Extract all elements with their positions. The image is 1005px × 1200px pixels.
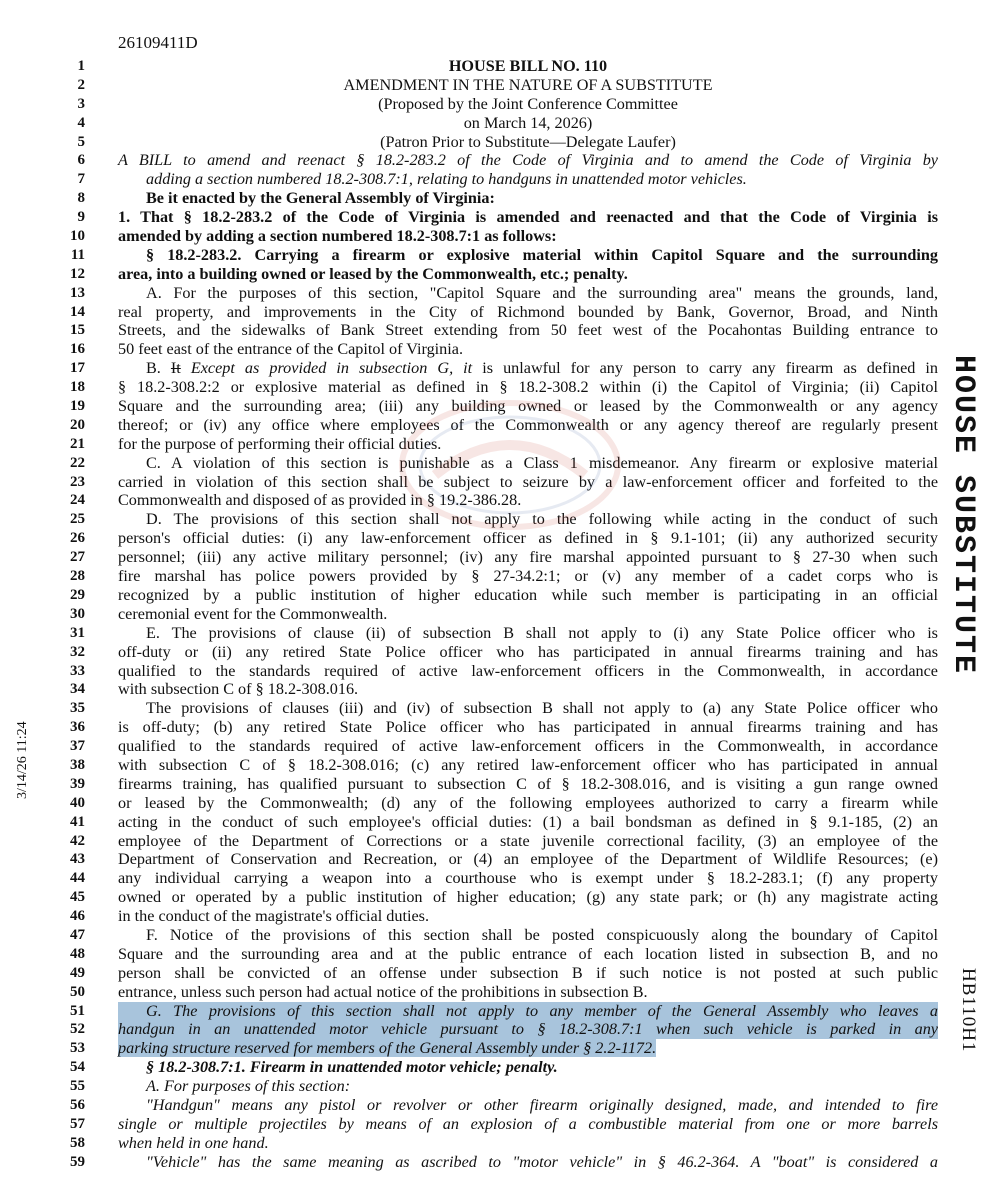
bill-line — [55, 340, 940, 359]
line-text — [118, 491, 938, 510]
text-segment: § 18.2-283.2. Carrying a firearm or explosive material within Capitol Square and the surrounding — [146, 245, 938, 264]
line-text — [118, 1077, 938, 1096]
line-text — [118, 1002, 938, 1021]
text-segment: D. The provisions of this section shall not apply to the following while acting in the conduct of such — [146, 510, 938, 529]
text-segment: with subsection C of § 18.2-308.016; (c) any retired law-enforcement officer who has participated in annual — [118, 755, 938, 774]
text-segment: F. Notice of the provisions of this section shall be posted conspicuously along the boundary of Capitol — [146, 925, 938, 944]
text-segment: fire marshal has police powers provided by § 27-34.2:1; or (v) any member of a cadet corps who is — [118, 567, 938, 586]
line-text — [118, 605, 938, 624]
bill-line — [55, 983, 940, 1002]
line-number: 47 — [70, 926, 85, 943]
line-number: 10 — [70, 228, 85, 245]
line-number: 20 — [70, 416, 85, 433]
line-number: 31 — [70, 624, 85, 641]
bill-line — [55, 699, 940, 718]
line-number: 48 — [70, 945, 85, 962]
text-segment: person shall be convicted of an offense under subsection B if such notice is not posted at such public — [118, 963, 938, 982]
line-number: 39 — [70, 775, 85, 792]
text-segment: § 18.2-308.2:2 or explosive material as defined in § 18.2-308.2 within (i) the Capitol of Virginia; (ii) Capitol — [118, 378, 938, 397]
text-segment: personnel; (iii) any active military personnel; (iv) any fire marshal appointed pursuant to § 27-30 when such — [118, 548, 938, 567]
line-number: 38 — [70, 756, 85, 773]
text-segment: for the purpose of performing their official duties. — [118, 434, 442, 453]
text-segment: is unlawful for any person to carry any firearm as defined in — [472, 359, 938, 378]
text-segment: on March 14, 2026) — [463, 113, 593, 132]
line-text — [118, 1096, 938, 1115]
line-number: 25 — [70, 511, 85, 528]
bill-line — [55, 397, 940, 416]
text-segment: Square and the surrounding area and at the public entrance of each location listed in subsection B, and no — [118, 944, 938, 963]
line-number: 4 — [77, 114, 85, 131]
print-date-label: 3/14/26 11:24 — [15, 721, 30, 799]
line-text — [118, 964, 938, 983]
bill-line — [55, 114, 940, 133]
line-number: 41 — [70, 813, 85, 830]
line-number: 54 — [70, 1059, 85, 1076]
bill-line — [55, 850, 940, 869]
text-segment: entrance, unless such person had actual notice of the prohibitions in subsection B. — [118, 982, 648, 1001]
bill-line — [55, 378, 940, 397]
line-text — [118, 208, 938, 227]
bill-line — [55, 510, 940, 529]
bill-line — [55, 1115, 940, 1134]
line-number: 37 — [70, 738, 85, 755]
bill-line — [55, 359, 940, 378]
line-number: 55 — [70, 1078, 85, 1095]
bill-line — [55, 265, 940, 284]
line-number: 1 — [77, 58, 85, 74]
line-text — [118, 643, 938, 662]
line-number: 30 — [70, 605, 85, 622]
line-number: 45 — [70, 889, 85, 906]
line-number: 40 — [70, 794, 85, 811]
struck-text: It — [170, 359, 181, 378]
line-text — [118, 473, 938, 492]
line-number: 9 — [77, 209, 85, 226]
line-text — [118, 567, 938, 586]
line-text — [118, 888, 938, 907]
line-number: 2 — [77, 76, 85, 93]
line-number: 42 — [70, 832, 85, 849]
text-segment: is off-duty; (b) any retired State Police officer who has participated in annual firearms training and has — [118, 718, 938, 737]
bill-line — [55, 57, 940, 76]
text-segment: person's official duties: (i) any law-enforcement officer as defined in § 9.1-101; (ii) any authorized security — [118, 529, 938, 548]
line-number: 29 — [70, 586, 85, 603]
line-number: 6 — [77, 152, 85, 169]
bill-line — [55, 813, 940, 832]
line-text — [118, 926, 938, 945]
text-segment: B. — [146, 359, 171, 378]
bill-line — [55, 227, 940, 246]
bill-line — [55, 1153, 940, 1172]
line-number: 14 — [70, 303, 85, 320]
line-text — [118, 586, 938, 605]
bill-line — [55, 454, 940, 473]
bill-line — [55, 869, 940, 888]
line-text — [118, 359, 938, 378]
line-number: 57 — [70, 1115, 85, 1132]
line-number: 51 — [70, 1002, 85, 1019]
bill-line — [55, 208, 940, 227]
line-text — [118, 151, 938, 170]
line-text — [118, 227, 938, 246]
house-substitute-label: HOUSE SUBSTITUTE — [946, 354, 980, 676]
line-number: 24 — [70, 492, 85, 509]
line-number: 44 — [70, 870, 85, 887]
line-number: 15 — [70, 322, 85, 339]
text-segment: with subsection C of § 18.2-308.016. — [118, 680, 359, 699]
bill-line — [55, 926, 940, 945]
line-text — [118, 284, 938, 303]
line-text — [118, 1115, 938, 1134]
line-number: 22 — [70, 454, 85, 471]
bill-line — [55, 303, 940, 322]
line-text — [118, 1134, 938, 1153]
line-number: 50 — [70, 983, 85, 1000]
line-number: 35 — [70, 700, 85, 717]
bill-line — [55, 624, 940, 643]
line-number: 27 — [70, 549, 85, 566]
line-number: 33 — [70, 662, 85, 679]
line-number: 59 — [70, 1153, 85, 1170]
line-number: 3 — [77, 95, 85, 112]
text-segment: 1. That § 18.2-283.2 of the Code of Virginia is amended and reenacted and that the Code of Virginia is — [118, 208, 938, 227]
text-segment: A. For the purposes of this section, "Capitol Square and the surrounding area" means the grounds, land, — [146, 283, 938, 302]
line-text — [118, 983, 938, 1002]
text-segment: real property, and improvements in the City of Richmond bounded by Bank, Governor, Broad, and Ninth — [118, 302, 938, 321]
line-number: 17 — [70, 360, 85, 377]
line-number: 26 — [70, 530, 85, 547]
text-segment: adding a section numbered 18.2-308.7:1, relating to handguns in unattended motor vehicles. — [146, 170, 747, 189]
line-text — [118, 737, 938, 756]
bill-line — [55, 473, 940, 492]
line-number: 19 — [70, 398, 85, 415]
line-text — [118, 510, 938, 529]
bill-line — [55, 1096, 940, 1115]
bill-line — [55, 151, 940, 170]
text-segment: HOUSE BILL NO. 110 — [448, 57, 608, 75]
line-text — [118, 756, 938, 775]
line-number: 13 — [70, 284, 85, 301]
line-text — [118, 170, 938, 189]
bill-line — [55, 435, 940, 454]
line-text — [118, 624, 938, 643]
line-text — [118, 662, 938, 681]
text-segment: any individual carrying a weapon into a courthouse who is exempt under § 18.2-283.1; (f) any property — [118, 869, 938, 888]
text-segment: Square and the surrounding area; (iii) any building owned or leased by the Commonwealth or any agency — [118, 397, 938, 416]
line-number: 53 — [70, 1040, 85, 1057]
text-segment: recognized by a public institution of higher education while such member is participating in an official — [118, 585, 938, 604]
line-number: 46 — [70, 908, 85, 925]
bill-line — [55, 775, 940, 794]
bill-line — [55, 1002, 940, 1021]
bill-line — [55, 1039, 940, 1058]
line-text — [118, 1039, 938, 1058]
line-text — [118, 435, 938, 454]
line-text — [118, 813, 938, 832]
text-segment: single or multiple projectiles by means of an explosion of a combustible material from one or more barrels — [118, 1114, 938, 1133]
bill-line — [55, 1134, 940, 1153]
line-number: 49 — [70, 964, 85, 981]
text-segment: qualified to the standards required of active law-enforcement officers in the Commonwealth, in accordance — [118, 661, 938, 680]
text-segment: amended by adding a section numbered 18.2-308.7:1 as follows: — [118, 227, 557, 246]
bill-line — [55, 170, 940, 189]
line-text — [118, 397, 938, 416]
line-text — [118, 832, 938, 851]
bill-line — [55, 548, 940, 567]
text-segment: parking structure reserved for members of the General Assembly under § 2.2-1172. — [118, 1039, 657, 1058]
line-number: 43 — [70, 851, 85, 868]
text-segment: "Handgun" means any pistol or revolver or other firearm originally designed, made, and intended to fire — [146, 1095, 938, 1114]
bill-line — [55, 189, 940, 208]
bill-line — [55, 529, 940, 548]
line-number: 23 — [70, 473, 85, 490]
line-number: 11 — [70, 246, 85, 263]
text-segment: Except as provided in subsection G, it — [180, 359, 473, 378]
text-segment: Be it enacted by the General Assembly of Virginia: — [146, 189, 495, 208]
text-segment: acting in the conduct of such employee's official duties: (1) a bail bondsman as defined in § 9.1-185, (2) an — [118, 812, 938, 831]
line-text — [118, 1058, 938, 1077]
text-segment: ceremonial event for the Commonwealth. — [118, 604, 388, 623]
bill-line — [55, 76, 940, 95]
bill-line — [55, 794, 940, 813]
text-segment: when held in one hand. — [118, 1133, 269, 1152]
line-text — [118, 265, 938, 284]
line-text — [118, 114, 938, 133]
line-number: 52 — [70, 1021, 85, 1038]
bill-line — [55, 643, 940, 662]
text-segment: G. The provisions of this section shall not apply to any member of the General Assembly who leaves a — [146, 1001, 938, 1020]
bill-line — [55, 832, 940, 851]
text-segment: in the conduct of the magistrate's official duties. — [118, 907, 429, 926]
text-segment: (Patron Prior to Substitute—Delegate Laufer) — [380, 132, 676, 151]
text-segment: § 18.2-308.7:1. Firearm in unattended motor vehicle; penalty. — [146, 1058, 558, 1077]
bill-line — [55, 133, 940, 152]
text-segment: or leased by the Commonwealth; (d) any of the following employees authorized to carry a firearm while — [118, 793, 938, 812]
bill-line — [55, 1020, 940, 1039]
line-text — [118, 57, 938, 76]
line-text — [118, 189, 938, 208]
line-number: 34 — [70, 681, 85, 698]
line-text — [118, 775, 938, 794]
text-segment: The provisions of clauses (iii) and (iv) of subsection B shall not apply to (a) any State Police officer who — [146, 699, 938, 718]
bill-line — [55, 1077, 940, 1096]
line-number: 5 — [77, 133, 85, 150]
text-segment: E. The provisions of clause (ii) of subsection B shall not apply to (i) any State Police officer who is — [146, 623, 938, 642]
line-text — [118, 1153, 938, 1172]
line-number: 56 — [70, 1096, 85, 1113]
line-text — [118, 907, 938, 926]
bill-line — [55, 888, 940, 907]
line-text — [118, 303, 938, 322]
bill-line — [55, 680, 940, 699]
line-text — [118, 76, 938, 95]
line-text — [118, 718, 938, 737]
line-number: 58 — [70, 1134, 85, 1151]
line-text — [118, 794, 938, 813]
bill-line — [55, 907, 940, 926]
bill-line — [55, 246, 940, 265]
line-text — [118, 869, 938, 888]
text-segment: off-duty or (ii) any retired State Police officer who has participated in annual firearms training and has — [118, 642, 938, 661]
text-segment: AMENDMENT IN THE NATURE OF A SUBSTITUTE — [343, 75, 713, 94]
text-segment: A. For purposes of this section: — [146, 1077, 351, 1096]
bill-line — [55, 737, 940, 756]
bill-line — [55, 662, 940, 681]
bill-line — [55, 567, 940, 586]
line-text — [118, 1020, 938, 1039]
text-segment: Department of Conservation and Recreation, or (4) an employee of the Department of Wildlife Resources; (e) — [118, 850, 938, 869]
text-segment: 50 feet east of the entrance of the Capitol of Virginia. — [118, 340, 463, 359]
bill-line — [55, 964, 940, 983]
bill-line — [55, 1058, 940, 1077]
bill-line — [55, 945, 940, 964]
line-number: 28 — [70, 568, 85, 585]
bill-line — [55, 718, 940, 737]
text-segment: handgun in an unattended motor vehicle pursuant to § 18.2-308.7:1 when such vehicle is parked in any — [118, 1020, 938, 1039]
text-segment: (Proposed by the Joint Conference Committee — [378, 94, 678, 113]
text-segment: employee of the Department of Corrections or a state juvenile correctional facility, (3) an employee of the — [118, 831, 938, 850]
text-segment: area, into a building owned or leased by the Commonwealth, etc.; penalty. — [118, 264, 628, 283]
line-text — [118, 945, 938, 964]
text-segment: A BILL to amend and reenact § 18.2-283.2 of the Code of Virginia and to amend the Code of Virginia by — [118, 151, 938, 170]
bill-line — [55, 756, 940, 775]
text-segment: Commonwealth and disposed of as provided in § 19.2-386.28. — [118, 491, 522, 510]
text-segment: qualified to the standards required of active law-enforcement officers in the Commonwealth, in accordance — [118, 737, 938, 756]
line-text — [118, 680, 938, 699]
line-number: 36 — [70, 719, 85, 736]
line-text — [118, 133, 938, 152]
bill-line — [55, 95, 940, 114]
line-number: 16 — [70, 341, 85, 358]
text-segment: thereof; or (iv) any office where employees of the Commonwealth or any agency thereof are regularly present — [118, 415, 938, 434]
line-number: 7 — [77, 171, 85, 188]
line-text — [118, 850, 938, 869]
line-number: 18 — [70, 379, 85, 396]
line-number: 32 — [70, 643, 85, 660]
line-text — [118, 548, 938, 567]
line-text — [118, 340, 938, 359]
line-text — [118, 454, 938, 473]
bill-line — [55, 586, 940, 605]
bill-line — [55, 605, 940, 624]
line-number: 8 — [77, 190, 85, 207]
text-segment: owned or operated by a public institution of higher education; (g) any state park; or (h) any magistrate acting — [118, 888, 938, 907]
bill-text — [55, 57, 940, 1172]
line-text — [118, 529, 938, 548]
bill-line — [55, 321, 940, 340]
bill-line — [55, 284, 940, 303]
text-segment: firearms training, has qualified pursuant to subsection C of § 18.2-308.016, and is visiting a gun range owned — [118, 774, 938, 793]
line-text — [118, 95, 938, 114]
text-segment: carried in violation of this section shall be subject to seizure by a law-enforcement officer and forfeited to the — [118, 472, 938, 491]
bill-line — [55, 416, 940, 435]
bill-line — [55, 491, 940, 510]
bill-code-label: HB110H1 — [958, 967, 979, 1053]
line-text — [118, 246, 938, 265]
line-number: 21 — [70, 435, 85, 452]
document-number: 26109411D — [118, 33, 198, 52]
text-segment: "Vehicle" has the same meaning as ascribed to "motor vehicle" in § 46.2-364. A "boat" is considered a — [146, 1152, 938, 1171]
line-text — [118, 378, 938, 397]
text-segment: Streets, and the sidewalks of Bank Street extending from 50 feet west of the Pocahontas Building entrance to — [118, 321, 938, 340]
line-text — [118, 321, 938, 340]
line-number: 12 — [70, 265, 85, 282]
line-text — [118, 416, 938, 435]
line-text — [118, 699, 938, 718]
text-segment: C. A violation of this section is punishable as a Class 1 misdemeanor. Any firearm or explosive material — [146, 453, 938, 472]
